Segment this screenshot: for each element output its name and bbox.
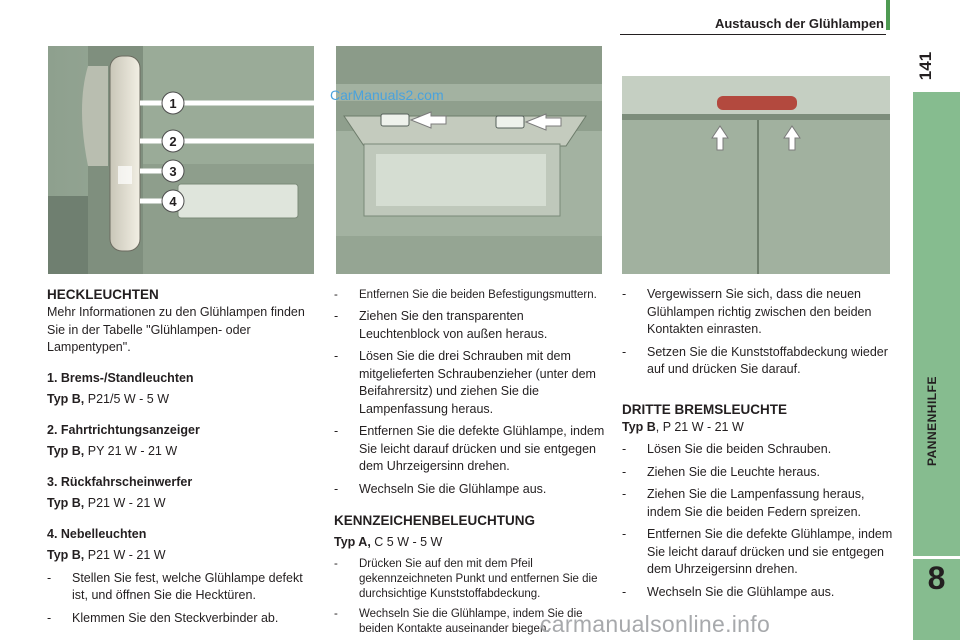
item-type-2: Typ B, PY 21 W - 21 W (47, 444, 178, 458)
item-title-1: 1. Brems-/Standleuchten (47, 370, 194, 385)
callout-2 (162, 130, 184, 152)
section-heading-kennzeichen: KENNZEICHENBELEUCHTUNG (334, 513, 536, 528)
page-number: 141 (916, 51, 935, 81)
list-item: - Ziehen Sie die Leuchte heraus. (622, 464, 894, 482)
callout-3 (162, 160, 184, 182)
third-brake-light-photo (622, 46, 890, 274)
header-rule (620, 34, 886, 35)
svg-text:3: 3 (169, 164, 177, 179)
section-heading-dritte-bremsleuchte: DRITTE BREMSLEUCHTE (622, 401, 787, 417)
chapter-number: 8 (927, 560, 946, 596)
svg-text:1: 1 (169, 96, 177, 111)
intro-paragraph: Mehr Informationen zu den Glühlampen finden Sie in der Tabelle "Glühlampen- oder Lampentypen". (47, 305, 305, 354)
header-accent-bar (886, 0, 890, 30)
number-plate-light-photo (336, 46, 602, 274)
list-item: - Wechseln Sie die Glühlampe, indem Sie die beiden Kontakte auseinander biegen. (334, 607, 606, 637)
item-title-2: 2. Fahrtrichtungsanzeiger (47, 422, 200, 437)
list-item: - Lösen Sie die beiden Schrauben. (622, 441, 894, 459)
item-type-4: Typ B, P21 W - 21 W (47, 548, 166, 562)
list-item: - Stellen Sie fest, welche Glühlampe defekt ist, und öffnen Sie die Hecktüren. (47, 570, 313, 605)
chapter-tab-divider (913, 556, 960, 559)
brake-light-type: Typ B, P 21 W - 21 W (622, 419, 744, 434)
list-item: - Klemmen Sie den Steckverbinder ab. (47, 610, 313, 628)
list-item: - Drücken Sie auf den mit dem Pfeil gekennzeichneten Punkt und entfernen Sie die durchsichtige Kunststoffabdeckung. (334, 557, 606, 602)
item-type-3: Typ B, P21 W - 21 W (47, 496, 166, 510)
svg-text:4: 4 (169, 194, 177, 209)
item-title-3: 3. Rückfahrscheinwerfer (47, 474, 193, 489)
callout-1 (162, 92, 184, 114)
list-item: - Entfernen Sie die defekte Glühlampe, indem Sie leicht darauf drücken und sie entgegen dem Uhrzeigersinn drehen. (334, 423, 606, 476)
watermark-carmanualsonline: carmanualsonline.info (540, 611, 771, 637)
list-item: - Ziehen Sie den transparenten Leuchtenblock von außen heraus. (334, 308, 606, 343)
section-heading-heckleuchten: HECKLEUCHTEN (47, 287, 159, 302)
column-plate-light (334, 286, 606, 637)
list-item: - Entfernen Sie die defekte Glühlampe, indem Sie leicht darauf drücken und sie entgegen dem Uhrzeigersinn drehen. (622, 526, 894, 579)
column-rear-lights (47, 286, 313, 627)
rear-light-cluster-photo (48, 46, 314, 274)
item-title-4: 4. Nebelleuchten (47, 526, 147, 541)
list-item: - Lösen Sie die drei Schrauben mit dem mitgelieferten Schraubenzieher (unter dem Beifahrersitz) und ziehen Sie die Lampenfassung heraus. (334, 348, 606, 418)
list-item: - Ziehen Sie die Lampenfassung heraus, indem Sie die beiden Federn spreizen. (622, 486, 894, 521)
page-header-title: Austausch der Glühlampen (714, 16, 884, 31)
column-brake-light (622, 286, 894, 601)
list-item: - Setzen Sie die Kunststoffabdeckung wieder auf und drücken Sie darauf. (622, 344, 894, 379)
chapter-tab-label: PANNENHILFE (925, 376, 939, 466)
callout-4 (162, 190, 184, 212)
item-type-1: Typ B, P21/5 W - 5 W (47, 392, 170, 406)
list-item: - Wechseln Sie die Glühlampe aus. (334, 481, 606, 499)
list-item: - Vergewissern Sie sich, dass die neuen Glühlampen richtig zwischen den beiden Kontakten einrasten. (622, 286, 894, 339)
plate-light-type: Typ A, C 5 W - 5 W (334, 535, 443, 549)
svg-text:2: 2 (169, 134, 177, 149)
watermark-carmanuals2: CarManuals2.com (330, 87, 444, 103)
list-item: - Wechseln Sie die Glühlampe aus. (622, 584, 894, 602)
list-item: - Entfernen Sie die beiden Befestigungsmuttern. (334, 288, 606, 303)
